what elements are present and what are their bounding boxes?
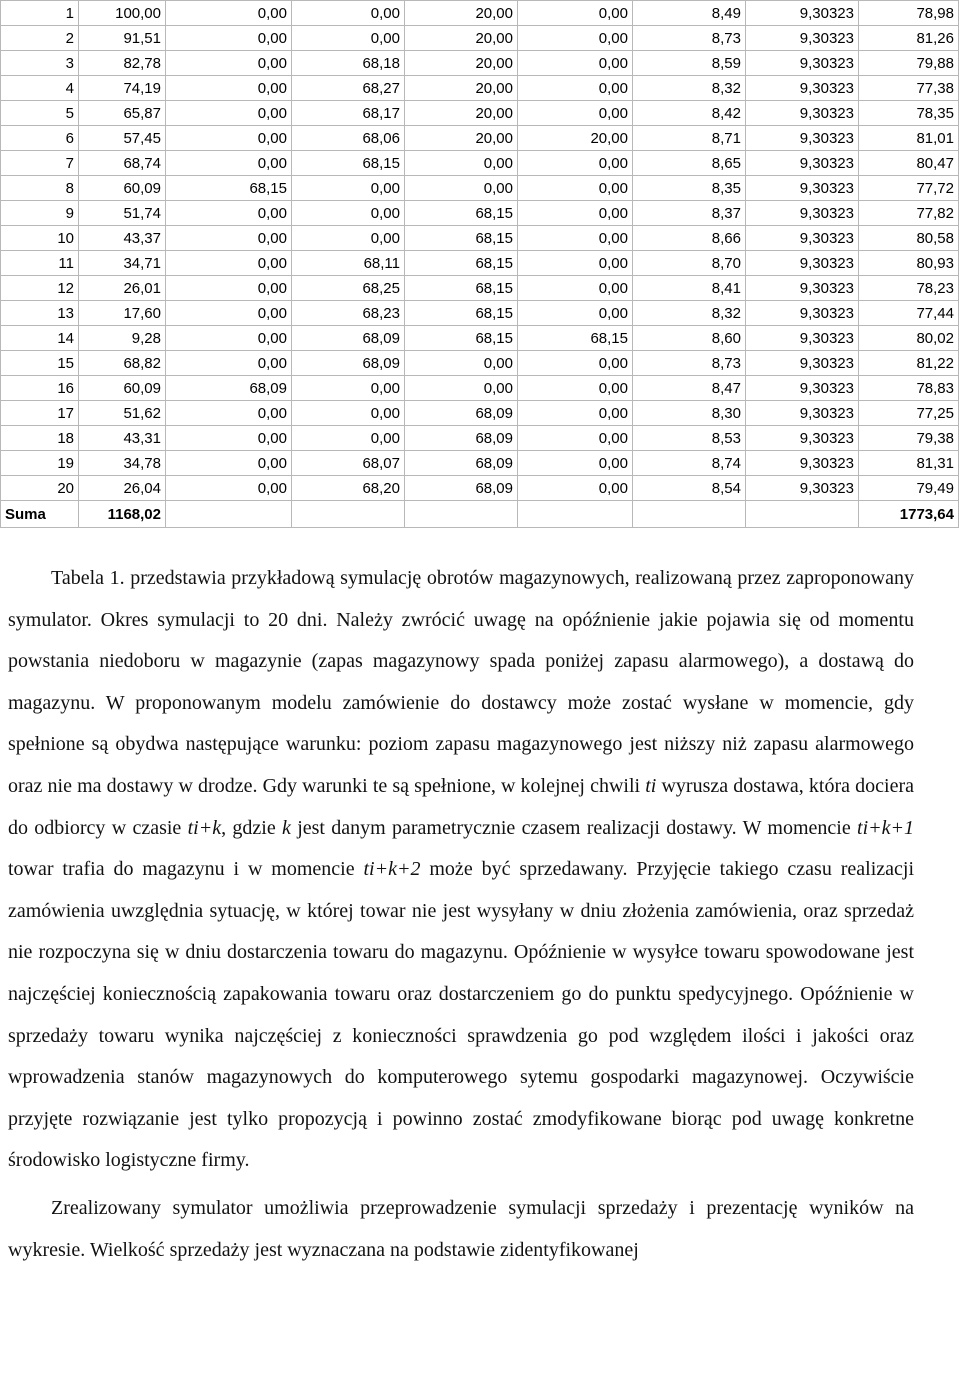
table-cell: 68,25 bbox=[292, 276, 405, 301]
table-cell: 0,00 bbox=[518, 426, 633, 451]
table-cell: 78,23 bbox=[859, 276, 959, 301]
table-cell: 68,15 bbox=[405, 326, 518, 351]
table-row bbox=[1, 426, 959, 451]
text-segment: wyrusza dostawa, która dociera do odbiorcy w czasie bbox=[8, 774, 914, 839]
table-cell: 0,00 bbox=[292, 176, 405, 201]
text-segment: Tabela 1. przedstawia przykładową symulację obrotów magazynowych, realizowaną przez zaproponowany symulator. Okres symulacji to 20 dni. Należy zwrócić uwagę na opóźnienie jakie pojawia się od momentu powstania niedoboru w magazynie (zapas magazynowy spada poniżej zapasu alarmowego), a dostawą do magazynu. W proponowanym modelu zamówienie do dostawcy może zostać wysłane w momencie, gdy spełnione są obydwa następujące warunku: poziom zapasu magazynowego jest niższy niż zapasu alarmowego oraz nie ma dostawy w drodze. Gdy warunki te są spełnione, w kolejnej chwili bbox=[8, 567, 914, 797]
table-cell: 8,41 bbox=[633, 276, 746, 301]
table-cell: 79,49 bbox=[859, 476, 959, 501]
table-cell: 9,30323 bbox=[746, 251, 859, 276]
table-cell: 91,51 bbox=[79, 26, 166, 51]
table-cell: 20,00 bbox=[518, 126, 633, 151]
table-cell: 26,04 bbox=[79, 476, 166, 501]
table-cell: 34,71 bbox=[79, 251, 166, 276]
table-cell: 78,98 bbox=[859, 1, 959, 26]
table-cell: 60,09 bbox=[79, 176, 166, 201]
empty-cell bbox=[292, 501, 405, 528]
table-cell: 0,00 bbox=[518, 276, 633, 301]
table-row bbox=[1, 376, 959, 401]
table-cell: 0,00 bbox=[292, 376, 405, 401]
day-number-cell: 14 bbox=[1, 326, 79, 351]
table-cell: 80,47 bbox=[859, 151, 959, 176]
table-cell: 68,09 bbox=[405, 426, 518, 451]
day-number-cell: 2 bbox=[1, 26, 79, 51]
day-number-cell: 20 bbox=[1, 476, 79, 501]
table-cell: 0,00 bbox=[518, 101, 633, 126]
table-cell: 9,30323 bbox=[746, 176, 859, 201]
table-cell: 68,09 bbox=[405, 476, 518, 501]
table-cell: 68,09 bbox=[166, 376, 292, 401]
table-cell: 8,66 bbox=[633, 226, 746, 251]
table-cell: 8,32 bbox=[633, 76, 746, 101]
table-cell: 0,00 bbox=[518, 401, 633, 426]
table-row bbox=[1, 451, 959, 476]
table-cell: 74,19 bbox=[79, 76, 166, 101]
paragraph-simulator: Zrealizowany symulator umożliwia przeprowadzenie symulacji sprzedaży i prezentację wyników na wykresie. Wielkość sprzedaży jest wyznaczana na podstawie zidentyfikowanej bbox=[8, 1196, 914, 1261]
table-cell: 0,00 bbox=[518, 201, 633, 226]
text-segment: towar trafia do magazynu i w momencie bbox=[8, 858, 364, 881]
table-cell: 26,01 bbox=[79, 276, 166, 301]
table-cell: 0,00 bbox=[166, 26, 292, 51]
table-cell: 0,00 bbox=[292, 201, 405, 226]
table-row bbox=[1, 101, 959, 126]
table-row bbox=[1, 201, 959, 226]
table-cell: 0,00 bbox=[518, 351, 633, 376]
table-cell: 8,35 bbox=[633, 176, 746, 201]
day-number-cell: 16 bbox=[1, 376, 79, 401]
table-cell: 0,00 bbox=[166, 451, 292, 476]
table-cell: 68,11 bbox=[292, 251, 405, 276]
empty-cell bbox=[633, 501, 746, 528]
table-cell: 68,09 bbox=[292, 351, 405, 376]
day-number-cell: 10 bbox=[1, 226, 79, 251]
table-cell: 9,30323 bbox=[746, 151, 859, 176]
table-cell: 0,00 bbox=[405, 376, 518, 401]
table-row bbox=[1, 351, 959, 376]
table-cell: 8,32 bbox=[633, 301, 746, 326]
table-cell: 51,74 bbox=[79, 201, 166, 226]
table-cell: 0,00 bbox=[166, 301, 292, 326]
day-number-cell: 19 bbox=[1, 451, 79, 476]
table-cell: 8,73 bbox=[633, 351, 746, 376]
table-cell: 20,00 bbox=[405, 101, 518, 126]
table-cell: 0,00 bbox=[166, 251, 292, 276]
table-cell: 68,06 bbox=[292, 126, 405, 151]
empty-cell bbox=[166, 501, 292, 528]
table-cell: 68,09 bbox=[405, 451, 518, 476]
text-segment: może być sprzedawany. Przyjęcie takiego czasu realizacji zamówienia uwzględnia sytuację, w której towar nie jest wysyłany w dniu złożenia zamówienia, oraz sprzedaż nie rozpoczyna się w dniu dostarczenia towaru do magazynu. Opóźnienie w wysyłce towaru spowodowane jest najczęściej koniecznością zapakowania towaru oraz dostarczeniem go do punktu spedycyjnego. Opóźnienie w sprzedaży towaru wynika najczęściej z konieczności sprawdzenia go pod względem ilości i jakości oraz wprowadzenia stanów magazynowych do komputerowego sytemu gospodarki magazynowej. Oczywiście przyjęte rozwiązanie jest tylko propozycją i powinno zostać zmodyfikowane biorąc pod uwagę konkretne środowisko logistyczne firmy. bbox=[8, 858, 914, 1172]
table-cell: 9,28 bbox=[79, 326, 166, 351]
table-cell: 0,00 bbox=[518, 26, 633, 51]
day-number-cell: 17 bbox=[1, 401, 79, 426]
table-row bbox=[1, 326, 959, 351]
table-cell: 0,00 bbox=[166, 201, 292, 226]
table-cell: 80,93 bbox=[859, 251, 959, 276]
variable-k: k bbox=[282, 816, 291, 839]
table-cell: 0,00 bbox=[518, 376, 633, 401]
table-cell: 0,00 bbox=[166, 126, 292, 151]
table-cell: 20,00 bbox=[405, 126, 518, 151]
table-cell: 9,30323 bbox=[746, 26, 859, 51]
table-cell: 68,09 bbox=[405, 401, 518, 426]
table-cell: 0,00 bbox=[292, 1, 405, 26]
table-cell: 0,00 bbox=[518, 451, 633, 476]
table-cell: 68,15 bbox=[405, 201, 518, 226]
table-cell: 0,00 bbox=[518, 301, 633, 326]
table-cell: 8,59 bbox=[633, 51, 746, 76]
table-cell: 0,00 bbox=[166, 151, 292, 176]
table-row bbox=[1, 151, 959, 176]
table-cell: 43,37 bbox=[79, 226, 166, 251]
day-number-cell: 11 bbox=[1, 251, 79, 276]
table-cell: 68,27 bbox=[292, 76, 405, 101]
table-row bbox=[1, 276, 959, 301]
table-cell: 9,30323 bbox=[746, 51, 859, 76]
table-row bbox=[1, 226, 959, 251]
table-cell: 8,74 bbox=[633, 451, 746, 476]
table-row bbox=[1, 251, 959, 276]
table-cell: 0,00 bbox=[166, 51, 292, 76]
table-cell: 68,15 bbox=[405, 276, 518, 301]
table-cell: 9,30323 bbox=[746, 301, 859, 326]
table-cell: 9,30323 bbox=[746, 351, 859, 376]
day-number-cell: 1 bbox=[1, 1, 79, 26]
table-cell: 9,30323 bbox=[746, 201, 859, 226]
table-cell: 8,47 bbox=[633, 376, 746, 401]
table-cell: 100,00 bbox=[79, 1, 166, 26]
simulation-table bbox=[0, 0, 959, 528]
table-cell: 9,30323 bbox=[746, 276, 859, 301]
table-cell: 82,78 bbox=[79, 51, 166, 76]
table-cell: 68,20 bbox=[292, 476, 405, 501]
table-cell: 0,00 bbox=[518, 476, 633, 501]
table-cell: 8,37 bbox=[633, 201, 746, 226]
day-number-cell: 18 bbox=[1, 426, 79, 451]
text-segment: jest danym parametrycznie czasem realizacji dostawy. W momencie bbox=[290, 816, 858, 839]
table-cell: 9,30323 bbox=[746, 451, 859, 476]
table-cell: 0,00 bbox=[166, 76, 292, 101]
table-cell: 8,60 bbox=[633, 326, 746, 351]
table-cell: 68,82 bbox=[79, 351, 166, 376]
table-cell: 0,00 bbox=[518, 1, 633, 26]
table-cell: 20,00 bbox=[405, 1, 518, 26]
empty-cell bbox=[405, 501, 518, 528]
table-row bbox=[1, 76, 959, 101]
table-cell: 77,25 bbox=[859, 401, 959, 426]
table-cell: 0,00 bbox=[166, 426, 292, 451]
table-cell: 0,00 bbox=[405, 151, 518, 176]
table-row bbox=[1, 1, 959, 26]
table-cell: 9,30323 bbox=[746, 326, 859, 351]
text-segment: , gdzie bbox=[221, 816, 283, 839]
day-number-cell: 5 bbox=[1, 101, 79, 126]
table-cell: 8,42 bbox=[633, 101, 746, 126]
table-row bbox=[1, 301, 959, 326]
table-cell: 8,65 bbox=[633, 151, 746, 176]
table-cell: 9,30323 bbox=[746, 126, 859, 151]
table-cell: 0,00 bbox=[166, 476, 292, 501]
table-cell: 0,00 bbox=[166, 351, 292, 376]
table-cell: 8,49 bbox=[633, 1, 746, 26]
sum-value-total: 1773,64 bbox=[859, 501, 959, 528]
table-cell: 68,15 bbox=[405, 251, 518, 276]
table-body bbox=[1, 1, 959, 528]
table-row bbox=[1, 26, 959, 51]
table-cell: 68,09 bbox=[292, 326, 405, 351]
day-number-cell: 12 bbox=[1, 276, 79, 301]
table-cell: 68,15 bbox=[166, 176, 292, 201]
table-cell: 0,00 bbox=[292, 26, 405, 51]
day-number-cell: 8 bbox=[1, 176, 79, 201]
table-cell: 8,73 bbox=[633, 26, 746, 51]
table-cell: 8,71 bbox=[633, 126, 746, 151]
sum-label: Suma bbox=[1, 501, 79, 528]
table-cell: 65,87 bbox=[79, 101, 166, 126]
table-cell: 34,78 bbox=[79, 451, 166, 476]
empty-cell bbox=[518, 501, 633, 528]
table-cell: 60,09 bbox=[79, 376, 166, 401]
table-cell: 78,35 bbox=[859, 101, 959, 126]
table-cell: 68,07 bbox=[292, 451, 405, 476]
table-cell: 68,15 bbox=[405, 301, 518, 326]
day-number-cell: 9 bbox=[1, 201, 79, 226]
variable-ti-plus-k-plus-2: ti+k+2 bbox=[363, 858, 421, 881]
variable-ti: ti bbox=[645, 774, 657, 797]
paragraph-table-description bbox=[8, 558, 914, 1182]
table-cell: 68,18 bbox=[292, 51, 405, 76]
table-cell: 0,00 bbox=[518, 51, 633, 76]
table-cell: 9,30323 bbox=[746, 1, 859, 26]
table-cell: 9,30323 bbox=[746, 401, 859, 426]
table-cell: 9,30323 bbox=[746, 426, 859, 451]
day-number-cell: 13 bbox=[1, 301, 79, 326]
sum-value-stock: 1168,02 bbox=[79, 501, 166, 528]
table-cell: 80,02 bbox=[859, 326, 959, 351]
table-cell: 20,00 bbox=[405, 51, 518, 76]
table-cell: 0,00 bbox=[292, 426, 405, 451]
table-cell: 0,00 bbox=[518, 76, 633, 101]
table-cell: 20,00 bbox=[405, 26, 518, 51]
table-cell: 80,58 bbox=[859, 226, 959, 251]
table-cell: 0,00 bbox=[518, 251, 633, 276]
table-cell: 8,30 bbox=[633, 401, 746, 426]
table-cell: 68,15 bbox=[292, 151, 405, 176]
table-cell: 68,15 bbox=[518, 326, 633, 351]
day-number-cell: 15 bbox=[1, 351, 79, 376]
table-cell: 0,00 bbox=[518, 176, 633, 201]
table-cell: 43,31 bbox=[79, 426, 166, 451]
table-cell: 0,00 bbox=[518, 151, 633, 176]
table-cell: 68,17 bbox=[292, 101, 405, 126]
table-row bbox=[1, 401, 959, 426]
table-cell: 81,26 bbox=[859, 26, 959, 51]
table-cell: 0,00 bbox=[405, 176, 518, 201]
day-number-cell: 4 bbox=[1, 76, 79, 101]
table-cell: 0,00 bbox=[166, 101, 292, 126]
table-cell: 0,00 bbox=[166, 326, 292, 351]
table-cell: 9,30323 bbox=[746, 476, 859, 501]
day-number-cell: 3 bbox=[1, 51, 79, 76]
table-cell: 17,60 bbox=[79, 301, 166, 326]
table-cell: 79,88 bbox=[859, 51, 959, 76]
table-cell: 68,23 bbox=[292, 301, 405, 326]
table-cell: 9,30323 bbox=[746, 376, 859, 401]
table-cell: 77,82 bbox=[859, 201, 959, 226]
table-cell: 0,00 bbox=[292, 226, 405, 251]
table-row bbox=[1, 126, 959, 151]
table-cell: 20,00 bbox=[405, 76, 518, 101]
table-row bbox=[1, 476, 959, 501]
table-row bbox=[1, 176, 959, 201]
table-cell: 8,53 bbox=[633, 426, 746, 451]
sum-row bbox=[1, 501, 959, 528]
table-cell: 0,00 bbox=[166, 276, 292, 301]
table-cell: 8,54 bbox=[633, 476, 746, 501]
table-cell: 0,00 bbox=[166, 226, 292, 251]
table-cell: 77,38 bbox=[859, 76, 959, 101]
table-cell: 8,70 bbox=[633, 251, 746, 276]
table-cell: 78,83 bbox=[859, 376, 959, 401]
table-cell: 81,01 bbox=[859, 126, 959, 151]
day-number-cell: 6 bbox=[1, 126, 79, 151]
table-cell: 51,62 bbox=[79, 401, 166, 426]
table-cell: 79,38 bbox=[859, 426, 959, 451]
day-number-cell: 7 bbox=[1, 151, 79, 176]
table-cell: 81,31 bbox=[859, 451, 959, 476]
body-text bbox=[8, 558, 914, 1271]
variable-ti-plus-k-plus-1: ti+k+1 bbox=[857, 816, 914, 839]
table-cell: 68,74 bbox=[79, 151, 166, 176]
table-cell: 0,00 bbox=[292, 401, 405, 426]
table-cell: 81,22 bbox=[859, 351, 959, 376]
table-cell: 68,15 bbox=[405, 226, 518, 251]
table-cell: 77,44 bbox=[859, 301, 959, 326]
table-cell: 77,72 bbox=[859, 176, 959, 201]
table-cell: 0,00 bbox=[166, 401, 292, 426]
table-cell: 9,30323 bbox=[746, 76, 859, 101]
empty-cell bbox=[746, 501, 859, 528]
table-cell: 0,00 bbox=[166, 1, 292, 26]
variable-ti-plus-k: ti+k bbox=[187, 816, 222, 839]
table-cell: 9,30323 bbox=[746, 226, 859, 251]
table-cell: 0,00 bbox=[405, 351, 518, 376]
table-cell: 0,00 bbox=[518, 226, 633, 251]
table-row bbox=[1, 51, 959, 76]
table-cell: 57,45 bbox=[79, 126, 166, 151]
table-cell: 9,30323 bbox=[746, 101, 859, 126]
